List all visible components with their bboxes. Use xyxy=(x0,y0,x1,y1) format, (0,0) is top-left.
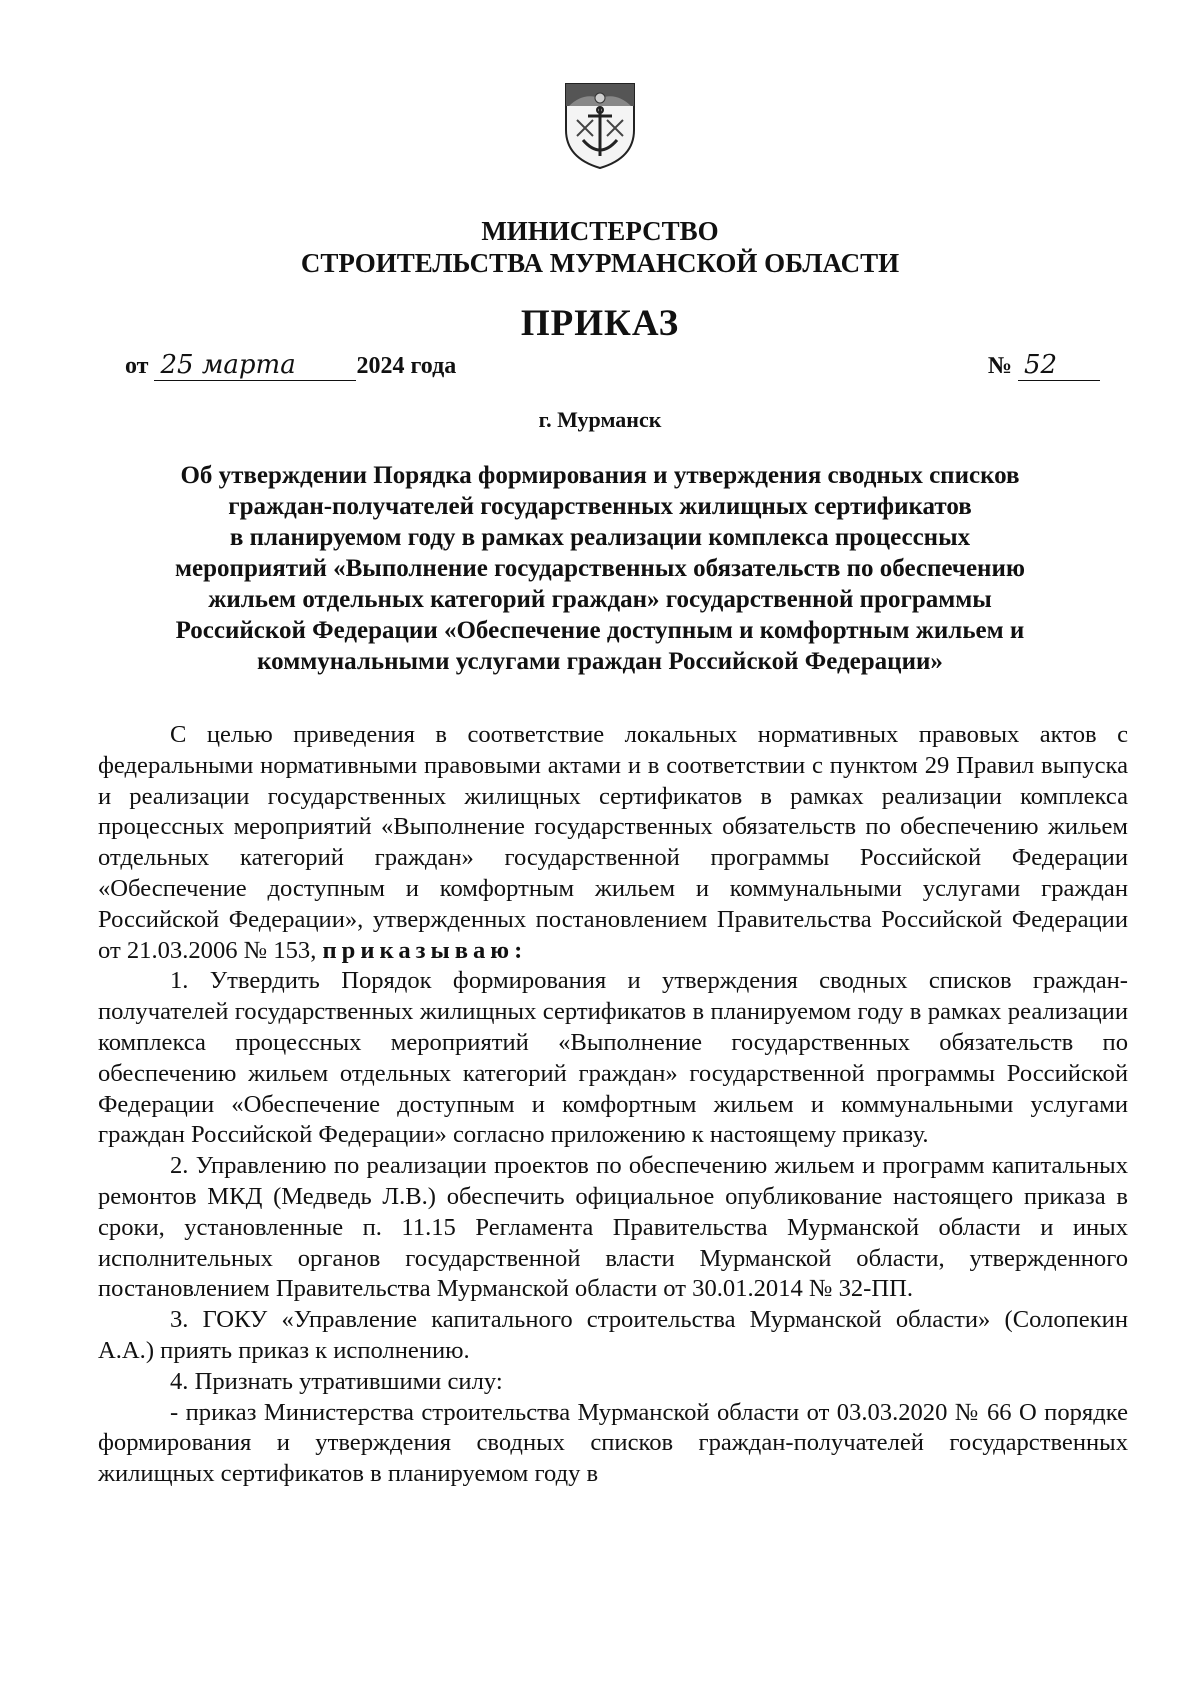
item-3-paragraph: 3. ГОКУ «Управление капитального строительства Мурманской области» (Солопекин А.А.) приять приказ к исполнению. xyxy=(98,1306,1128,1364)
order-number xyxy=(988,350,1100,381)
coat-of-arms-icon xyxy=(563,78,637,170)
date-year: 2024 года xyxy=(356,353,457,379)
item-4-sub-1-paragraph: - приказ Министерства строительства Мурманской области от 03.03.2020 № 66 О порядке формирования и утверждения сводных списков граждан-получателей государственных жилищных сертификатов в планируемом году в xyxy=(98,1398,1128,1488)
command-word: приказываю: xyxy=(322,936,528,964)
date-prefix: от xyxy=(125,353,149,379)
number-sign: № xyxy=(987,353,1012,379)
subject-line: мероприятий «Выполнение государственных обязательств по обеспечению xyxy=(175,555,1025,582)
subject-line: в планируемом году в рамках реализации комплекса процессных xyxy=(229,524,971,551)
preamble-text: С целью приведения в соответствие локальных нормативных правовых актов с федеральными нормативными правовыми актами и в соответствии с пунктом 29 Правил выпуска и реализации государственных жилищных сертификатов в рамках реализации комплекса процессных мероприятий «Выполнение государственных обязательств по обеспечению жильем отдельных категорий граждан» государственной программы Российской Федерации «Обеспечение доступным и комфортным жильем и коммунальными услугами граждан Российской Федерации», утвержденных постановлением Правительства Российской Федерации от 21.03.2006 № 153, xyxy=(98,721,1128,964)
order-date xyxy=(125,350,456,386)
handwritten-date: 25 марта xyxy=(154,350,356,381)
item-4-paragraph: 4. Признать утратившими силу: xyxy=(170,1367,503,1395)
subject-line: коммунальными услугами граждан Российской Федерации» xyxy=(257,648,943,675)
order-body xyxy=(98,720,1128,1490)
ministry-name-line2: СТРОИТЕЛЬСТВА МУРМАНСКОЙ ОБЛАСТИ xyxy=(300,248,900,278)
item-1-paragraph: 1. Утвердить Порядок формирования и утверждения сводных списков граждан-получателей государственных жилищных сертификатов в планируемом году в рамках реализации комплекса процессных мероприятий «Выполнение государственных обязательств по обеспечению жильем отдельных категорий граждан» государственной программы Российской Федерации «Обеспечение доступным и комфортным жильем и коммунальными услугами граждан Российской Федерации» согласно приложению к настоящему приказу. xyxy=(98,967,1128,1149)
handwritten-number: 52 xyxy=(1018,350,1100,381)
subject-line: жильем отдельных категорий граждан» государственной программы xyxy=(208,586,992,613)
subject-line: граждан-получателей государственных жилищных сертификатов xyxy=(228,493,972,520)
subject-line: Об утверждении Порядка формирования и утверждения сводных списков xyxy=(180,462,1020,489)
ministry-name-line1: МИНИСТЕРСТВО xyxy=(481,216,719,246)
preamble-paragraph xyxy=(98,720,1128,966)
subject-line: Российской Федерации «Обеспечение доступным и комфортным жильем и xyxy=(175,617,1025,644)
document-title: ПРИКАЗ xyxy=(520,303,680,344)
city-line: г. Мурманск xyxy=(538,407,662,432)
order-subject xyxy=(100,460,1100,677)
item-2-paragraph: 2. Управлению по реализации проектов по обеспечению жильем и программ капитальных ремонтов МКД (Медведь Л.В.) обеспечить официальное опубликование настоящего приказа в сроки, установленные п. 11.15 Регламента Правительства Мурманской области и иных исполнительных органов государственной власти Мурманской области, утвержденного постановлением Правительства Мурманской области от 30.01.2014 № 32-ПП. xyxy=(98,1152,1128,1303)
